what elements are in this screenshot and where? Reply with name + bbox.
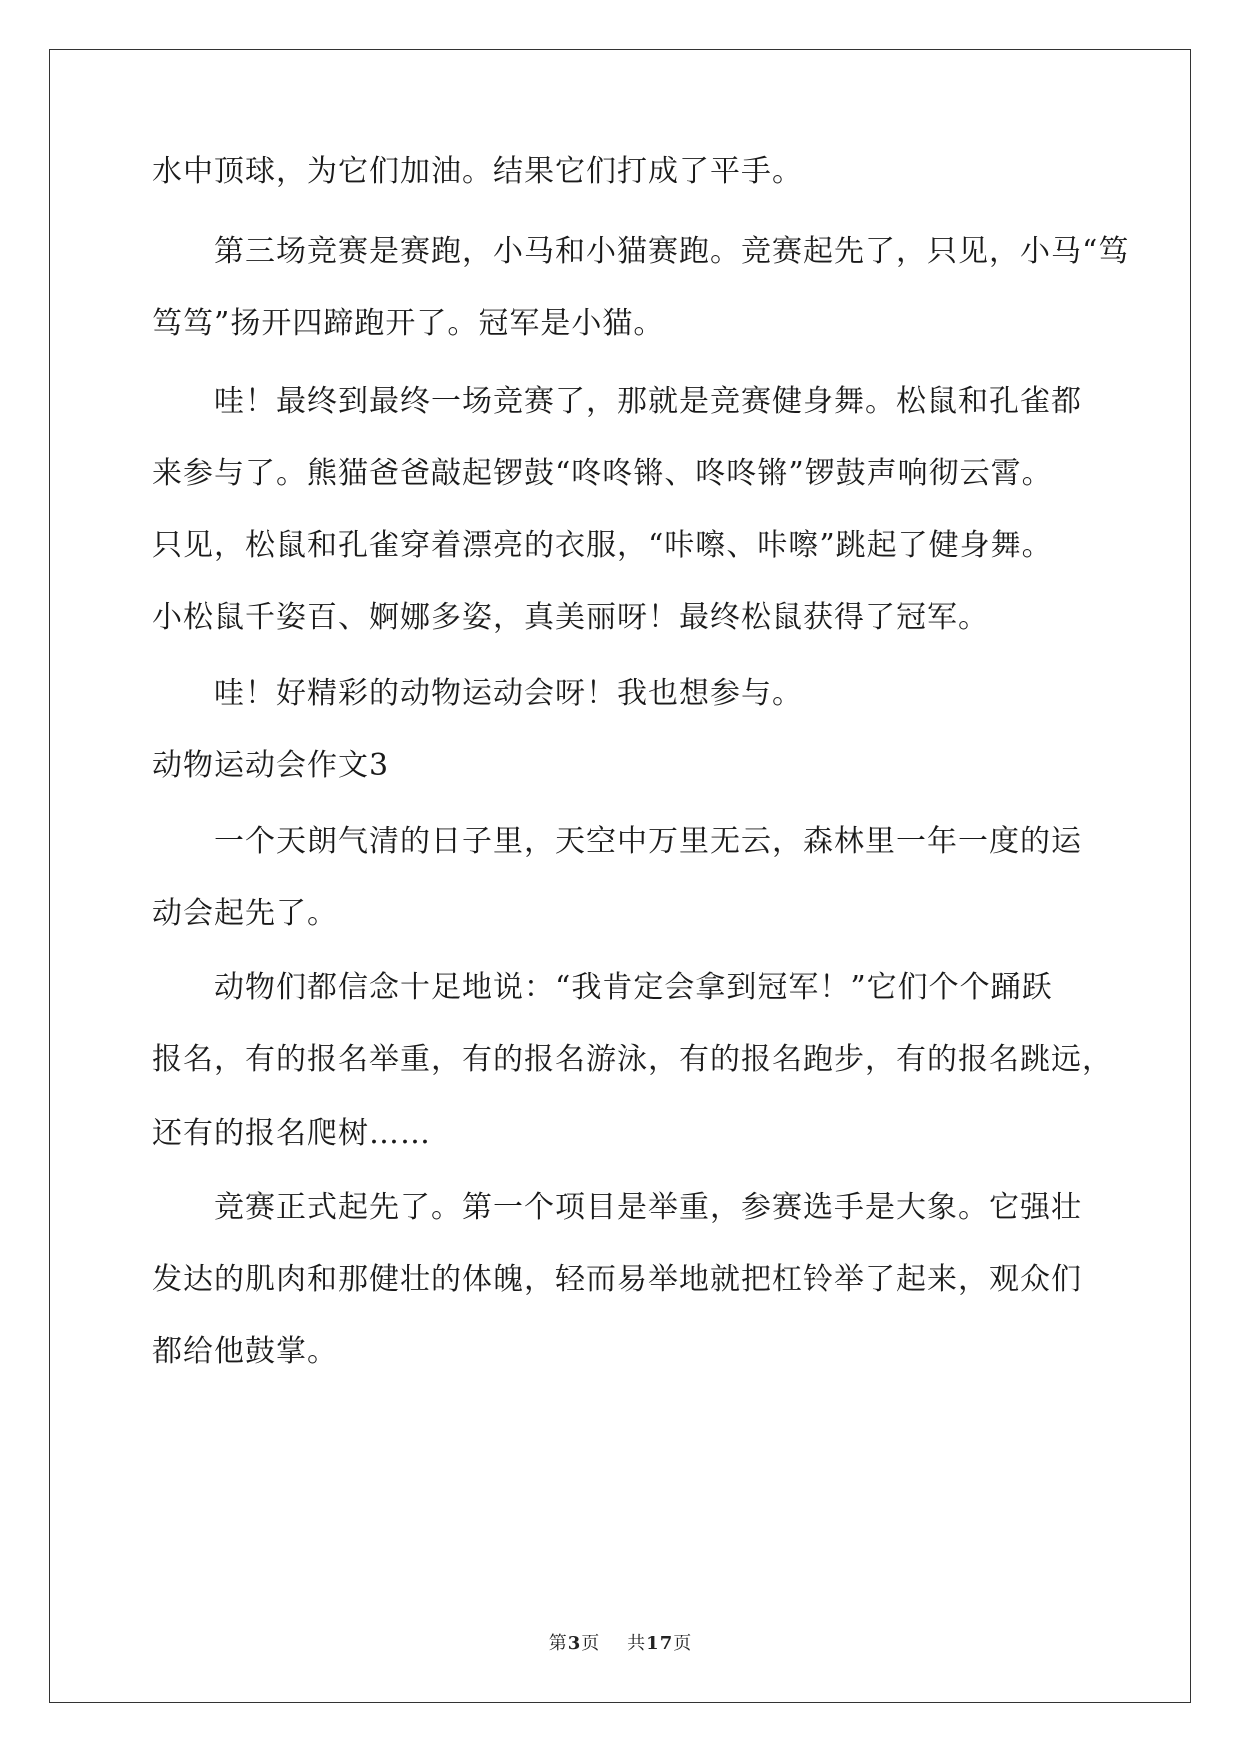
paragraph-line: 笃笃”扬开四蹄跑开了。冠军是小猫。 [152, 306, 665, 341]
paragraph-line: 发达的肌肉和那健壮的体魄，轻而易举地就把杠铃举了起来，观众们 [152, 1262, 1082, 1297]
footer-total-prefix: 共 [627, 1633, 647, 1654]
footer-total-suffix: 页 [673, 1633, 693, 1654]
paragraph-line: 水中顶球，为它们加油。结果它们打成了平手。 [152, 154, 803, 189]
paragraph-line: 动会起先了。 [152, 896, 338, 931]
paragraph-line: 还有的报名爬树…… [152, 1116, 431, 1151]
paragraph-line: 哇！最终到最终一场竞赛了，那就是竞赛健身舞。松鼠和孔雀都 [214, 384, 1082, 419]
paragraph-line: 报名，有的报名举重，有的报名游泳，有的报名跑步，有的报名跳远， [152, 1042, 1113, 1077]
section-heading: 动物运动会作文3 [152, 748, 390, 783]
paragraph-line: 都给他鼓掌。 [152, 1334, 338, 1369]
current-page-number: 3 [567, 1633, 582, 1654]
page-border [49, 49, 1191, 1703]
paragraph-line: 只见，松鼠和孔雀穿着漂亮的衣服，“咔嚓、咔嚓”跳起了健身舞。 [152, 528, 1053, 563]
paragraph-line: 一个天朗气清的日子里，天空中万里无云，森林里一年一度的运 [214, 824, 1082, 859]
footer-page-word: 页 [581, 1633, 601, 1654]
paragraph-line: 小松鼠千姿百、婀娜多姿，真美丽呀！最终松鼠获得了冠军。 [152, 600, 989, 635]
paragraph-line: 动物们都信念十足地说：“我肯定会拿到冠军！”它们个个踊跃 [214, 970, 1053, 1005]
paragraph-line: 竞赛正式起先了。第一个项目是举重，参赛选手是大象。它强壮 [214, 1190, 1082, 1225]
total-pages-number: 17 [646, 1633, 674, 1654]
paragraph-line: 哇！好精彩的动物运动会呀！我也想参与。 [214, 676, 803, 711]
paragraph-line: 第三场竞赛是赛跑，小马和小猫赛跑。竞赛起先了，只见，小马“笃 [214, 234, 1130, 269]
paragraph-line: 来参与了。熊猫爸爸敲起锣鼓“咚咚锵、咚咚锵”锣鼓声响彻云霄。 [152, 456, 1053, 491]
footer-prefix: 第 [548, 1633, 568, 1654]
page-footer [0, 1632, 1241, 1656]
